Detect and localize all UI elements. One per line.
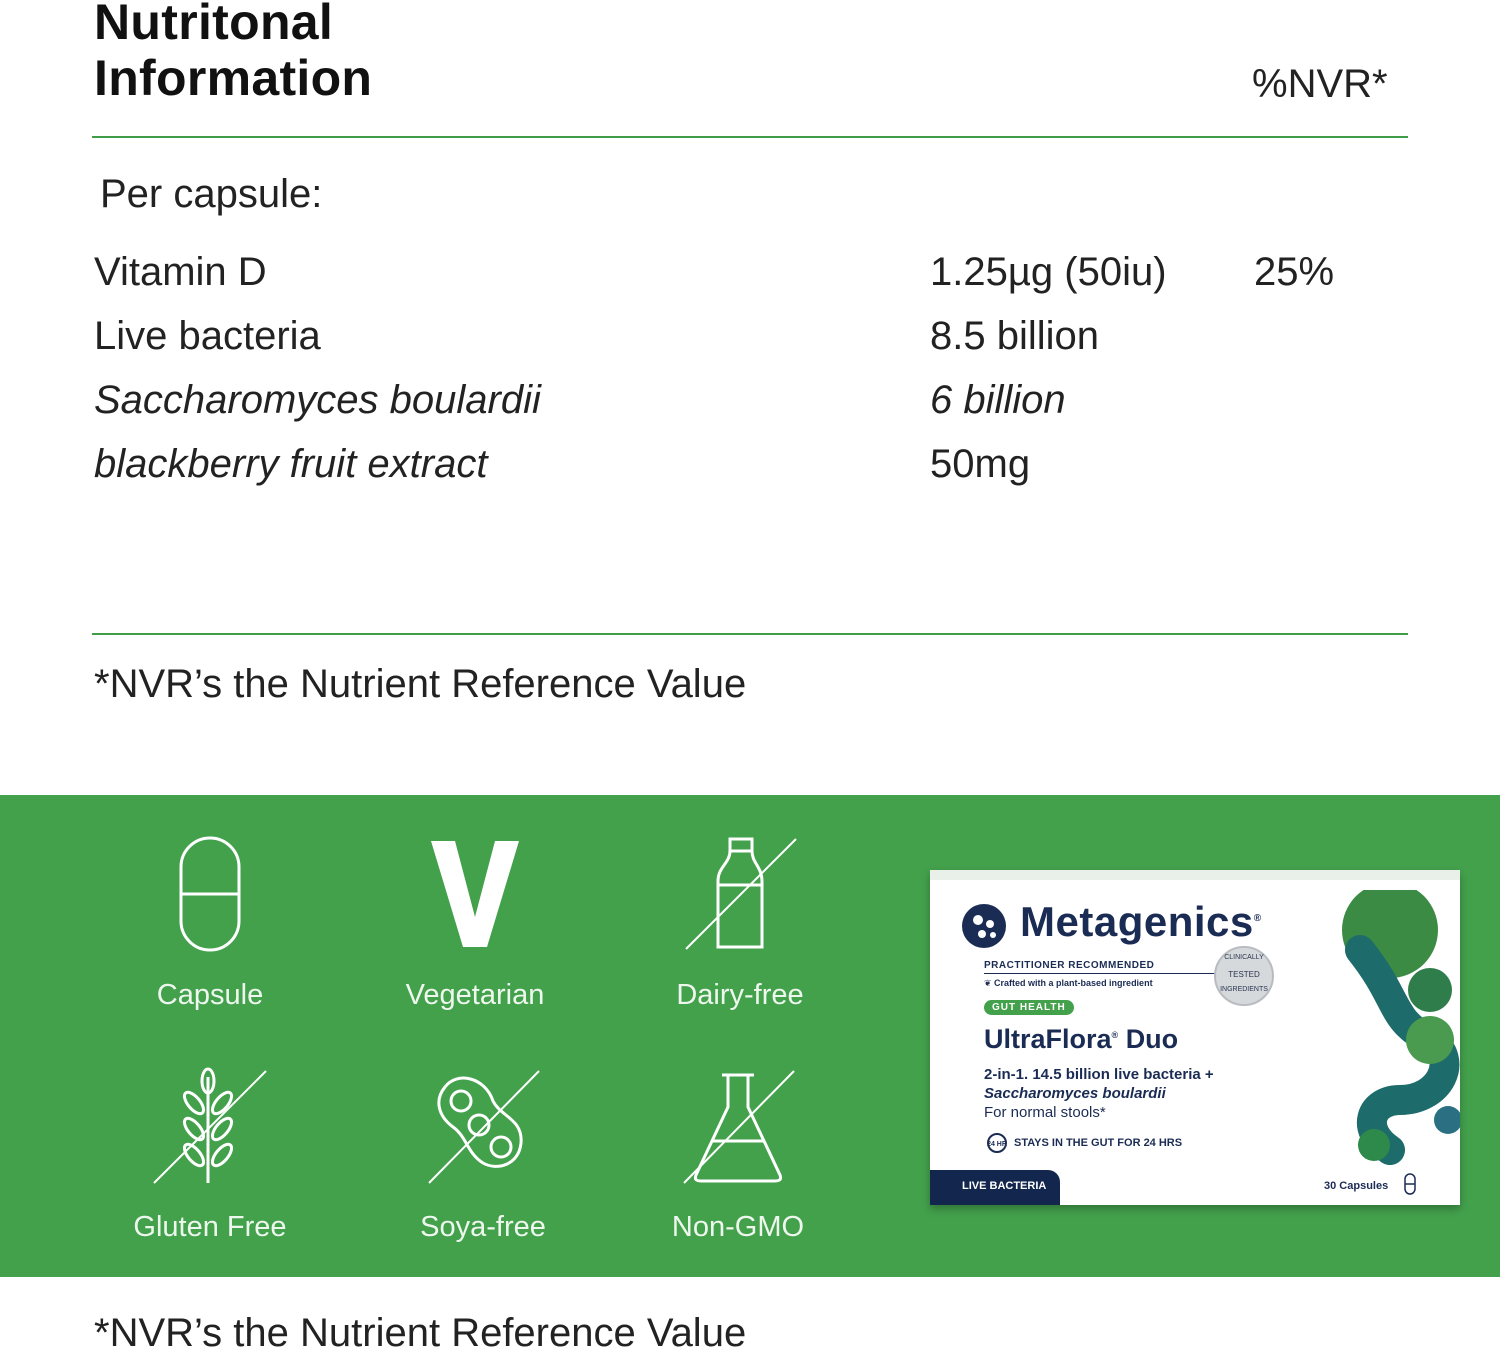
badge-line-3: INGREDIENTS	[1220, 986, 1268, 993]
nutrient-name: Vitamin D	[94, 250, 267, 294]
non-gmo-flask-icon	[678, 1067, 798, 1187]
product-box	[930, 870, 1460, 1205]
dairy-free-bottle-icon	[680, 835, 800, 955]
nvr-column-header: %NVR*	[1252, 62, 1388, 106]
box-top-edge	[930, 870, 1460, 880]
nutrient-name: blackberry fruit extract	[94, 442, 488, 486]
table-row	[94, 442, 1414, 492]
nutrient-amount: 1.25µg (50iu)	[930, 250, 1167, 294]
top-divider	[92, 136, 1408, 138]
product-desc-2: Saccharomyces boulardii	[984, 1085, 1166, 1102]
title-line-1: Nutritonal	[94, 0, 334, 50]
feature-label: Dairy-free	[676, 979, 804, 1011]
badge-line-2: TESTED	[1228, 970, 1260, 979]
clinically-tested-badge	[1214, 946, 1274, 1006]
feature-label: Non-GMO	[671, 1211, 805, 1243]
product-name	[984, 1024, 1178, 1055]
stays-in-gut-label: STAYS IN THE GUT FOR 24 HRS	[1014, 1137, 1183, 1149]
capsule-count: 30 Capsules	[1324, 1180, 1389, 1192]
nutrient-name: Saccharomyces boulardii	[94, 378, 541, 422]
per-capsule-label: Per capsule:	[100, 172, 323, 216]
nutrient-amount: 8.5 billion	[930, 314, 1100, 358]
leaf-icon: ❦	[984, 978, 995, 988]
brand-text: Metagenics	[1020, 898, 1254, 945]
table-row	[94, 250, 1414, 300]
vegetarian-v-icon	[425, 835, 525, 955]
badge-line-1: CLINICALLY	[1224, 954, 1264, 961]
clock-text: 24 HR	[987, 1141, 1007, 1148]
feature-label: Gluten Free	[133, 1211, 287, 1243]
feature-non-gmo	[618, 1067, 858, 1244]
product-desc-1: 2-in-1. 14.5 billion live bacteria +	[984, 1066, 1214, 1083]
title-line-2: Information	[94, 50, 373, 106]
page-title	[94, 0, 372, 106]
nutrient-amount: 6 billion	[930, 378, 1066, 422]
brand-mark: ®	[1253, 913, 1262, 924]
small-capsule-icon	[1404, 1173, 1416, 1195]
nutrient-amount: 50mg	[930, 442, 1031, 486]
crafted-text: Crafted with a plant-based ingredient	[994, 978, 1153, 988]
live-bacteria-text: LIVE BACTERIA	[962, 1180, 1047, 1192]
bottom-divider	[92, 633, 1408, 635]
nutrient-nvr: 25%	[1254, 250, 1335, 294]
bacteria-graphic	[1330, 890, 1460, 1190]
gluten-free-wheat-icon	[150, 1067, 270, 1187]
table-row	[94, 314, 1414, 364]
product-name-text: UltraFlora	[984, 1024, 1112, 1054]
feature-label: Soya-free	[420, 1211, 546, 1243]
live-bacteria-tab	[930, 1170, 1060, 1205]
capsule-icon	[170, 835, 250, 955]
feature-vegetarian	[355, 835, 595, 1012]
feature-label: Vegetarian	[405, 979, 545, 1011]
product-name-suffix: Duo	[1125, 1024, 1179, 1054]
practitioner-label: PRACTITIONER RECOMMENDED	[984, 960, 1155, 971]
feature-soya-free	[363, 1067, 603, 1244]
feature-label: Capsule	[156, 979, 264, 1011]
nutrient-name: Live bacteria	[94, 314, 321, 358]
feature-dairy-free	[620, 835, 860, 1012]
clock-24hr-icon	[986, 1132, 1008, 1159]
category-badge: GUT HEALTH	[984, 1000, 1074, 1015]
crafted-label	[984, 978, 1153, 989]
practitioner-underline	[984, 973, 1216, 974]
feature-capsule	[90, 835, 330, 1012]
product-mark: ®	[1111, 1030, 1119, 1040]
nvr-footnote: *NVR’s the Nutrient Reference Value	[94, 662, 747, 706]
soya-free-bean-icon	[423, 1067, 543, 1187]
table-row	[94, 378, 1414, 428]
product-desc-3: For normal stools*	[984, 1104, 1106, 1121]
metagenics-logo-icon	[960, 902, 1008, 950]
footer-footnote: *NVR’s the Nutrient Reference Value	[94, 1311, 747, 1355]
brand-name	[1020, 898, 1262, 946]
feature-gluten-free	[90, 1067, 330, 1244]
